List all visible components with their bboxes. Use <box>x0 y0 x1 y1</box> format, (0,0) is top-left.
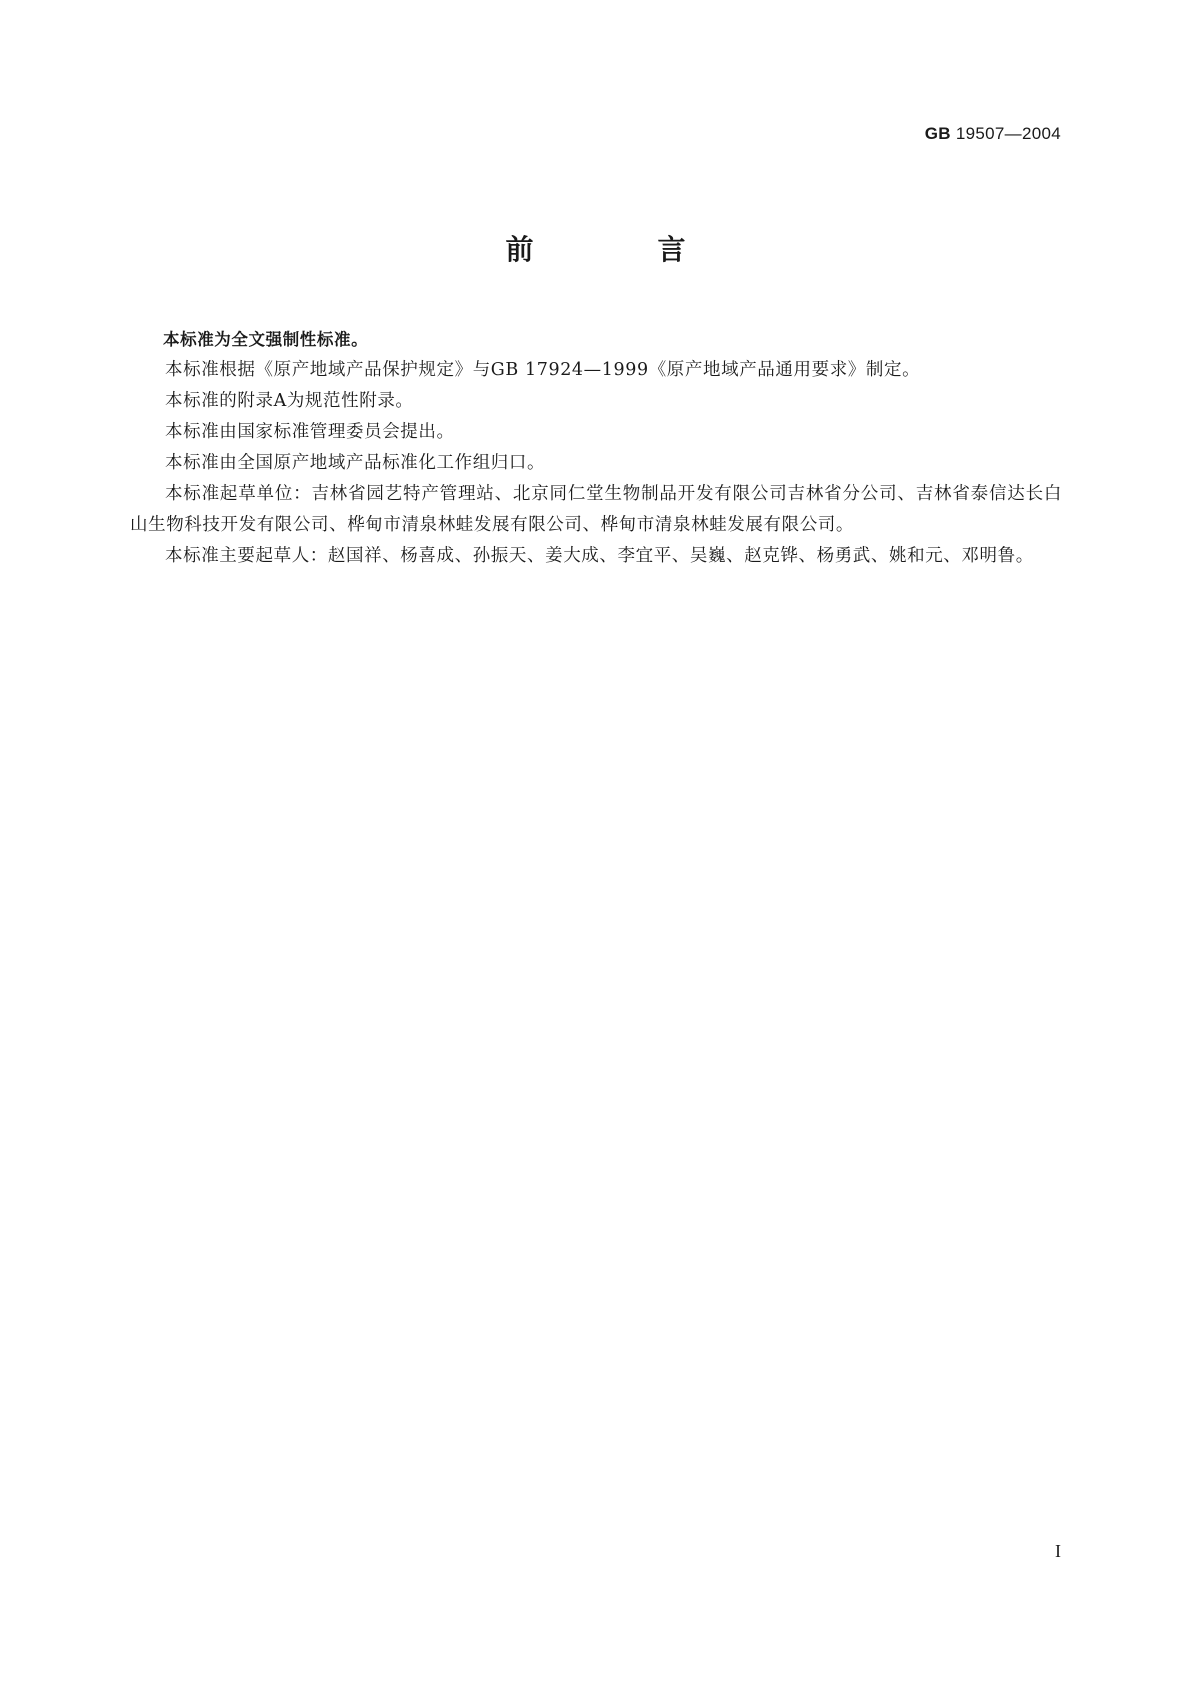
page-title: 前 言 <box>505 233 734 266</box>
page-number: I <box>1055 1541 1061 1561</box>
foreword-body <box>130 324 1062 572</box>
standard-code-prefix: GB <box>924 124 951 143</box>
paragraph-drafting-units: 本标准起草单位：吉林省园艺特产管理站、北京同仁堂生物制品开发有限公司吉林省分公司、吉林省泰信达长白山生物科技开发有限公司、桦甸市清泉林蛙发展有限公司、桦甸市清泉林蛙发展有限公司。 <box>130 484 1062 535</box>
paragraph-basis: 本标准根据《原产地域产品保护规定》与GB 17924—1999《原产地域产品通用要求》制定。 <box>165 360 921 380</box>
paragraph-mandatory-statement: 本标准为全文强制性标准。 <box>163 330 369 349</box>
paragraph-annex: 本标准的附录A为规范性附录。 <box>165 391 414 411</box>
paragraph-proposer: 本标准由国家标准管理委员会提出。 <box>165 422 455 442</box>
standard-code <box>925 124 1061 144</box>
paragraph-drafters: 本标准主要起草人：赵国祥、杨喜成、孙振天、姜大成、李宜平、吴巍、赵克铧、杨勇武、姚和元、邓明鲁。 <box>165 546 1034 566</box>
paragraph-jurisdiction: 本标准由全国原产地域产品标准化工作组归口。 <box>165 453 546 473</box>
standard-code-number: 19507—2004 <box>955 124 1061 143</box>
